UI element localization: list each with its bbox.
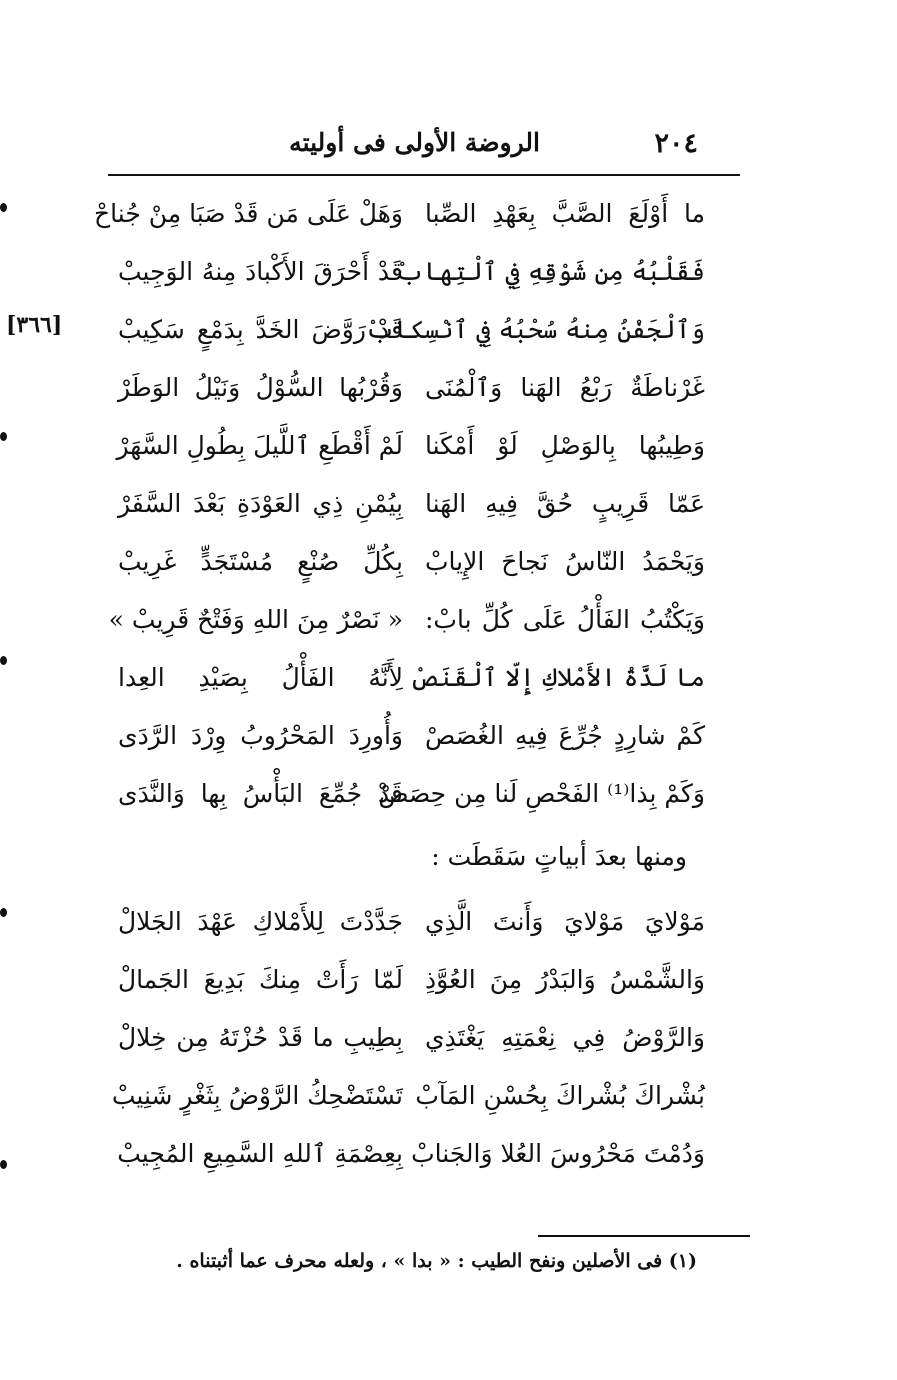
verse-second-hemistich: بِيُمْنِ ذِي العَوْدَةِ بَعْدَ السَّفَرْ (118, 489, 403, 518)
verse-line (100, 714, 720, 758)
verse-second-hemistich: لَمّا رَأَتْ مِنكَ بَدِيعَ الجَمالْ (118, 965, 403, 994)
verse-second-hemistich: وَقُرْبُها السُّوْلُ وَنَيْلُ الوَطَرْ (118, 373, 403, 402)
verse-line (100, 900, 720, 944)
verse-line (100, 656, 720, 700)
verse-first-hemistich: ما لَذَّةُ الأَمْلاكِ إِلّا ٱلْقَنَصْ (409, 663, 705, 692)
verse-line (100, 424, 720, 468)
margin-dot (0, 908, 7, 917)
footnote-rule (538, 1235, 750, 1237)
margin-dot (0, 432, 7, 441)
verse-line (100, 366, 720, 410)
verse-line (100, 958, 720, 1002)
intro-line: ومنها بعدَ أبياتٍ سَقَطَت : (431, 842, 687, 871)
verse-second-hemistich: بِعِصْمَةِ ٱللهِ السَّمِيعِ المُجِيبْ (117, 1139, 403, 1168)
verse-second-hemistich: وَهَلْ عَلَى مَن قَدْ صَبَا مِنْ جُناحْ (94, 199, 403, 228)
verse-first-hemistich: مَوْلايَ مَوْلايَ وَأَنتَ الَّذِي (425, 907, 705, 936)
verse-line (94, 192, 720, 236)
verse-first-hemistich: وَٱلْجَفْنُ مِنهُ سُحْبُهُ فِي ٱنْسِكابْ (365, 315, 705, 344)
page-header (290, 128, 720, 168)
verse-line (100, 1132, 720, 1176)
margin-dot (0, 1160, 7, 1169)
page-number: ٢٠٤ (654, 128, 698, 159)
header-rule (108, 174, 740, 176)
verse-first-hemistich: وَالرَّوْضُ فِي نِعْمَتِهِ يَغْتَذِي (425, 1023, 705, 1052)
verse-first-hemistich: وَيَكْتُبُ الفَأْلُ عَلَى كُلِّ بابْ: (425, 605, 705, 634)
verse-first-hemistich: وَالشَّمْسُ وَالبَدْرُ مِنَ العُوَّذِ (425, 965, 705, 994)
verse-first-hemistich: وَكَمْ بِذا⁽¹⁾ الفَحْصِ لَنا مِن حِصَصْ (378, 779, 705, 808)
verse-second-hemistich: قَدْ رَوَّضَ الخَدَّ بِدَمْعٍ سَكِيبْ (118, 315, 403, 344)
verse-second-hemistich: تَسْتَضْحِكُ الرَّوْضُ بِثَغْرٍ شَنِيبْ (111, 1081, 403, 1110)
verse-line (100, 482, 720, 526)
verse-second-hemistich: جَدَّدْتَ لِلأَمْلاكِ عَهْدَ الجَلالْ (118, 907, 403, 936)
verse-second-hemistich: قَدْ جُمِّعَ البَأْسُ بِها وَالنَّدَى (118, 779, 403, 808)
verse-first-hemistich: وَيَحْمَدُ النّاسُ نَجاحَ الإِيابْ (425, 547, 705, 576)
verse-first-hemistich: ما أَوْلَعَ الصَّبَّ بِعَهْدِ الصِّبا (425, 199, 705, 228)
verse-first-hemistich: بُشْراكَ بُشْراكَ بِحُسْنِ المَآبْ (415, 1081, 705, 1110)
footnote: (١) فى الأصلين ونفح الطيب : « بدا » ، ولعله محرف عما أثبتناه . (176, 1250, 697, 1272)
running-title: الروضة الأولى فى أوليته (289, 128, 540, 157)
verse-second-hemistich: « نَصْرٌ مِنَ اللهِ وَفَتْحٌ قَرِيبْ » (108, 605, 403, 634)
verse-line (100, 308, 720, 352)
verse-line (100, 598, 720, 642)
verse-second-hemistich: بِطِيبِ ما قَدْ حُزْتَهُ مِن خِلالْ (118, 1023, 403, 1052)
verse-second-hemistich: لِأَنَّهُ الفَأْلُ بِصَيْدِ العِدا (118, 663, 403, 692)
verse-first-hemistich: وَدُمْتَ مَحْرُوسَ العُلا وَالجَنابْ (411, 1139, 705, 1168)
verse-second-hemistich: لَمْ أَقْطَعِ ٱللَّيلَ بِطُولِ السَّهَرْ (116, 431, 403, 460)
verse-second-hemistich: وَأُورِدَ المَحْرُوبُ وِرْدَ الرَّدَى (118, 721, 403, 750)
verse-first-hemistich: فَقَلْبُهُ مِن شَوْقِهِ فِي ٱلْتِهابْ (394, 257, 705, 286)
margin-dot (0, 203, 7, 212)
verse-first-hemistich: غَرْناطَةٌ رَبْعُ الهَنا وَٱلْمُنَى (425, 373, 705, 402)
verse-line (100, 772, 720, 816)
verse-second-hemistich: قَدْ أَحْرَقَ الأَكْبادَ مِنهُ الوَجِيبْ (118, 257, 403, 286)
verse-second-hemistich: بِكُلِّ صُنْعٍ مُسْتَجَدٍّ غَرِيبْ (118, 547, 403, 576)
verse-first-hemistich: عَمّا قَرِيبٍ حُقَّ فِيهِ الهَنا (425, 489, 705, 518)
verse-first-hemistich: وَطِيبُها بِالوَصْلِ لَوْ أَمْكَنا (425, 431, 705, 460)
verse-line (100, 540, 720, 584)
verse-line (100, 1074, 720, 1118)
margin-reference: [٣٦٦] (6, 312, 63, 338)
margin-dot (0, 656, 7, 665)
verse-line (100, 1016, 720, 1060)
verse-first-hemistich: كَمْ شارِدٍ جُرِّعَ فِيهِ الغُصَصْ (425, 721, 705, 750)
verse-line (100, 250, 720, 294)
